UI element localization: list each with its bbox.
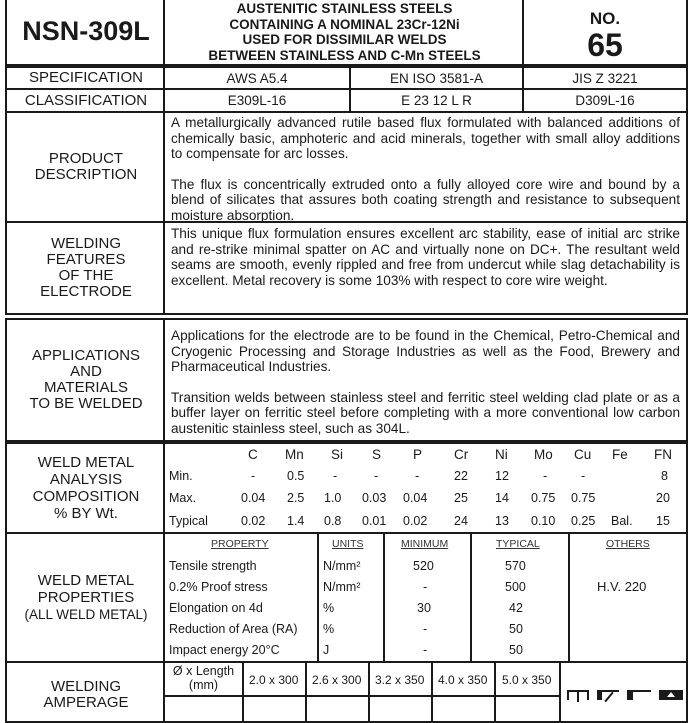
size-5-0: 5.0 x 350: [502, 673, 552, 687]
class-aws: E309L-16: [227, 93, 287, 108]
analysis-row: [5, 442, 688, 534]
product-description-label: PRODUCT DESCRIPTION: [34, 150, 138, 183]
analysis-row-max: Max. 0.04 2.5 1.0 0.03 0.04 25 14 0.75 0.75 20: [169, 491, 670, 505]
amperage-label: WELDING AMPERAGE: [43, 678, 129, 711]
header-row: [5, 0, 688, 66]
property-row: Reduction of Area (RA) % - 50: [169, 622, 523, 636]
product-description-row: [5, 113, 688, 223]
welding-features-label: WELDING FEATURES OF THE ELECTRODE: [40, 235, 132, 300]
header-others: OTHERS: [606, 538, 650, 550]
analysis-label: WELD METAL ANALYSIS COMPOSITION % BY Wt.: [32, 454, 140, 522]
properties-row: [5, 534, 688, 663]
element-cr: Cr: [454, 447, 469, 462]
vertical-position-icon: [627, 690, 651, 700]
properties-table: [165, 534, 686, 661]
analysis-table: [165, 444, 686, 532]
header-typical: TYPICAL: [496, 538, 540, 550]
header-property: PROPERTY: [211, 538, 269, 550]
welding-features-text: This unique flux formulation ensures excellent arc stability, ease of initial arc strike and re-strike minimal spatter on AC and virtually none on DC+. The resultant weld seams are smooth, evenly rippled and free from undercut while slag detachability is excellent. Metal recovery is some 103% with respect to core wire weight.: [171, 226, 680, 288]
spec-aws: AWS A5.4: [226, 70, 288, 86]
element-s: S: [372, 447, 382, 462]
analysis-header: [165, 444, 686, 466]
applications-text: Applications for the electrode are to be found in the Chemical, Petro-Chemical and Cryogenic Processing and Storage Industries as well as the Food, Brewery and Pharmaceutical Industries. Transition welds between stainless steel and ferritic steel welding clad plate or as a buffer layer on ferritic steel before completing with a more conventional low carbon austenitic stainless steel, such as 304L.: [171, 328, 680, 436]
size-2-0: 2.0 x 300: [249, 673, 299, 687]
element-fn: FN: [654, 447, 672, 462]
class-en-iso: E 23 12 L R: [401, 93, 472, 108]
product-code: NSN-309L: [22, 15, 150, 46]
property-row: Tensile strength N/mm² 520 570: [169, 559, 526, 573]
property-row: Elongation on 4d % 30 42: [169, 601, 523, 615]
amperage-row: [5, 663, 688, 723]
applications-row: [5, 318, 688, 442]
element-cu: Cu: [574, 447, 592, 462]
welding-features-row: [5, 223, 688, 315]
overhead-position-icon: [659, 690, 683, 700]
flat-position-icon: [567, 690, 589, 700]
classification-row: [5, 90, 688, 113]
element-fe: Fe: [612, 447, 628, 462]
header-units: UNITS: [332, 538, 364, 550]
element-p: P: [413, 447, 423, 462]
header-minimum: MINIMUM: [401, 538, 449, 550]
classification-label: CLASSIFICATION: [24, 91, 148, 109]
spec-jis: JIS Z 3221: [572, 70, 638, 86]
size-4-0: 4.0 x 350: [438, 673, 488, 687]
product-description-text: A metallurgically advanced rutile based flux formulated with balanced additions of chemically basic, amphoteric and acid minerals, together with small alloy additions to compensate for arc losses. The flux is concentrically extruded onto a fully alloyed core wire and bound by a blend of silicates that assures both coating strength and resistance to subsequent moisture absorption.: [171, 115, 680, 223]
spec-en-iso: EN ISO 3581-A: [389, 70, 484, 86]
product-number: NO. 65: [587, 9, 623, 63]
product-title: AUSTENITIC STAINLESS STEELS CONTAINING A NOMINAL 23Cr-12Ni USED FOR DISSIMILAR WELDS BETWEEN STAINLESS AND C-Mn STEELS: [208, 1, 481, 63]
element-c: C: [248, 447, 258, 462]
analysis-row-typical: Typical 0.02 1.4 0.8 0.01 0.02 24 13 0.10 0.25 Bal. 15: [169, 514, 670, 528]
element-mo: Mo: [534, 447, 553, 462]
applications-label: APPLICATIONS AND MATERIALS TO BE WELDED: [29, 347, 143, 412]
amperage-table: [165, 663, 686, 721]
element-mn: Mn: [285, 447, 304, 462]
size-header: Ø x Length (mm): [172, 664, 235, 692]
property-row: 0.2% Proof stress N/mm² - 500: [169, 580, 526, 594]
size-3-2: 3.2 x 350: [375, 673, 425, 687]
specification-label: SPECIFICATION: [29, 69, 143, 86]
properties-label: WELD METAL PROPERTIES (ALL WELD METAL): [24, 572, 148, 622]
element-ni: Ni: [495, 447, 508, 462]
size-2-6: 2.6 x 300: [312, 673, 362, 687]
horizontal-vertical-position-icon: [597, 690, 619, 700]
analysis-row-min: Min. - 0.5 - - - 22 12 - - 8: [169, 469, 668, 483]
others-value: H.V. 220: [597, 579, 647, 594]
specification-row: [5, 66, 688, 90]
element-si: Si: [331, 447, 344, 462]
class-jis: D309L-16: [575, 93, 635, 108]
property-row: Impact energy 20°C J - 50: [169, 643, 523, 657]
